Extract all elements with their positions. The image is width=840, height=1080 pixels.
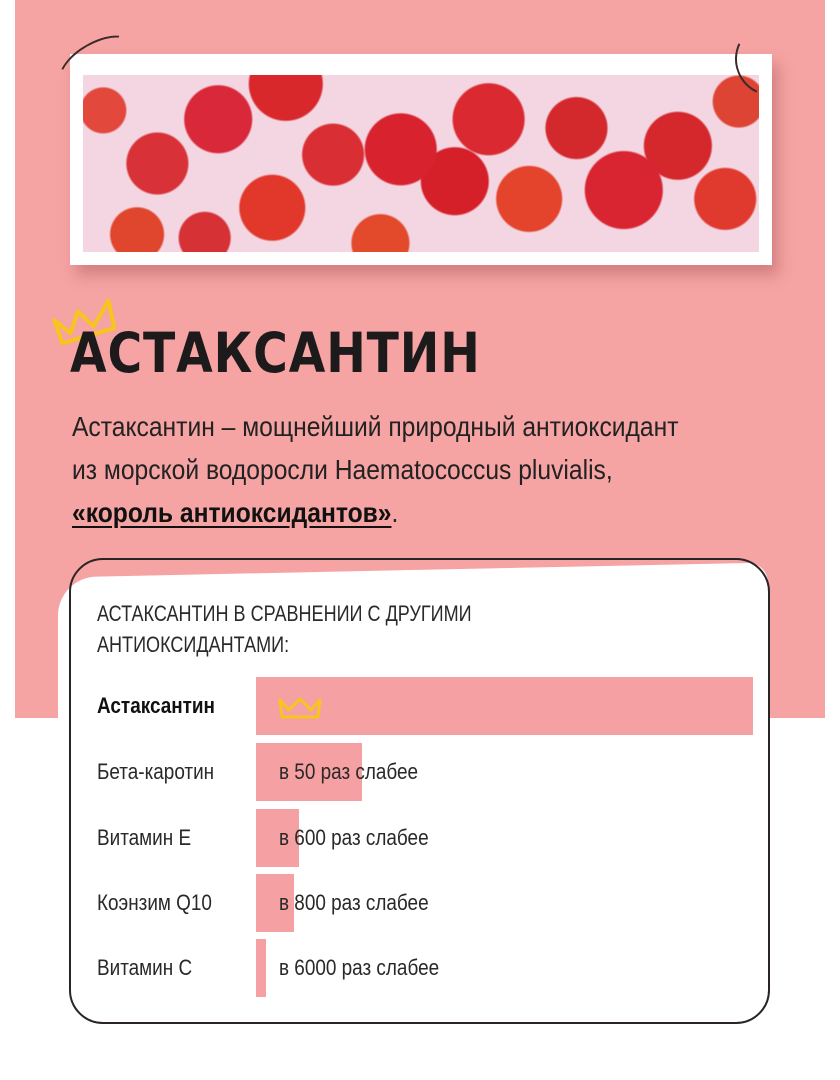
row-label-vitamin-c: Витамин С [97, 955, 193, 980]
description-line-1: Астаксантин – мощнейший природный антиоксидант [72, 411, 679, 442]
row-label-coenzyme-q10: Коэнзим Q10 [97, 890, 212, 915]
bar-value-vitamin-e: в 600 раз слабее [279, 825, 429, 850]
comparison-title [97, 598, 472, 660]
description-line-2: из морской водоросли Haematococcus pluvialis, [72, 454, 613, 485]
bar-value-beta-carotene: в 50 раз слабее [279, 759, 419, 784]
algae-cells-image [83, 75, 759, 252]
period: . [391, 497, 399, 528]
bar-value-coenzyme-q10: в 800 раз слабее [279, 890, 429, 915]
highlight-text: «король антиоксидантов» [72, 497, 392, 528]
row-label-astaxanthin: Астаксантин [97, 693, 215, 718]
comparison-title-line-1: АСТАКСАНТИН В СРАВНЕНИИ С ДРУГИМИ [97, 601, 472, 626]
row-label-beta-carotene: Бета-каротин [97, 759, 215, 784]
row-label-vitamin-e: Витамин Е [97, 825, 192, 850]
photo-frame [70, 54, 772, 265]
bar-astaxanthin [256, 677, 753, 735]
bar-vitamin-c [256, 939, 266, 997]
description [72, 405, 741, 534]
crown-icon [277, 696, 323, 720]
bar-value-vitamin-c: в 6000 раз слабее [279, 955, 440, 980]
comparison-title-line-2: АНТИОКСИДАНТАМИ: [97, 632, 290, 657]
description-line-3 [72, 491, 741, 534]
page-title: АСТАКСАНТИН [70, 321, 481, 385]
